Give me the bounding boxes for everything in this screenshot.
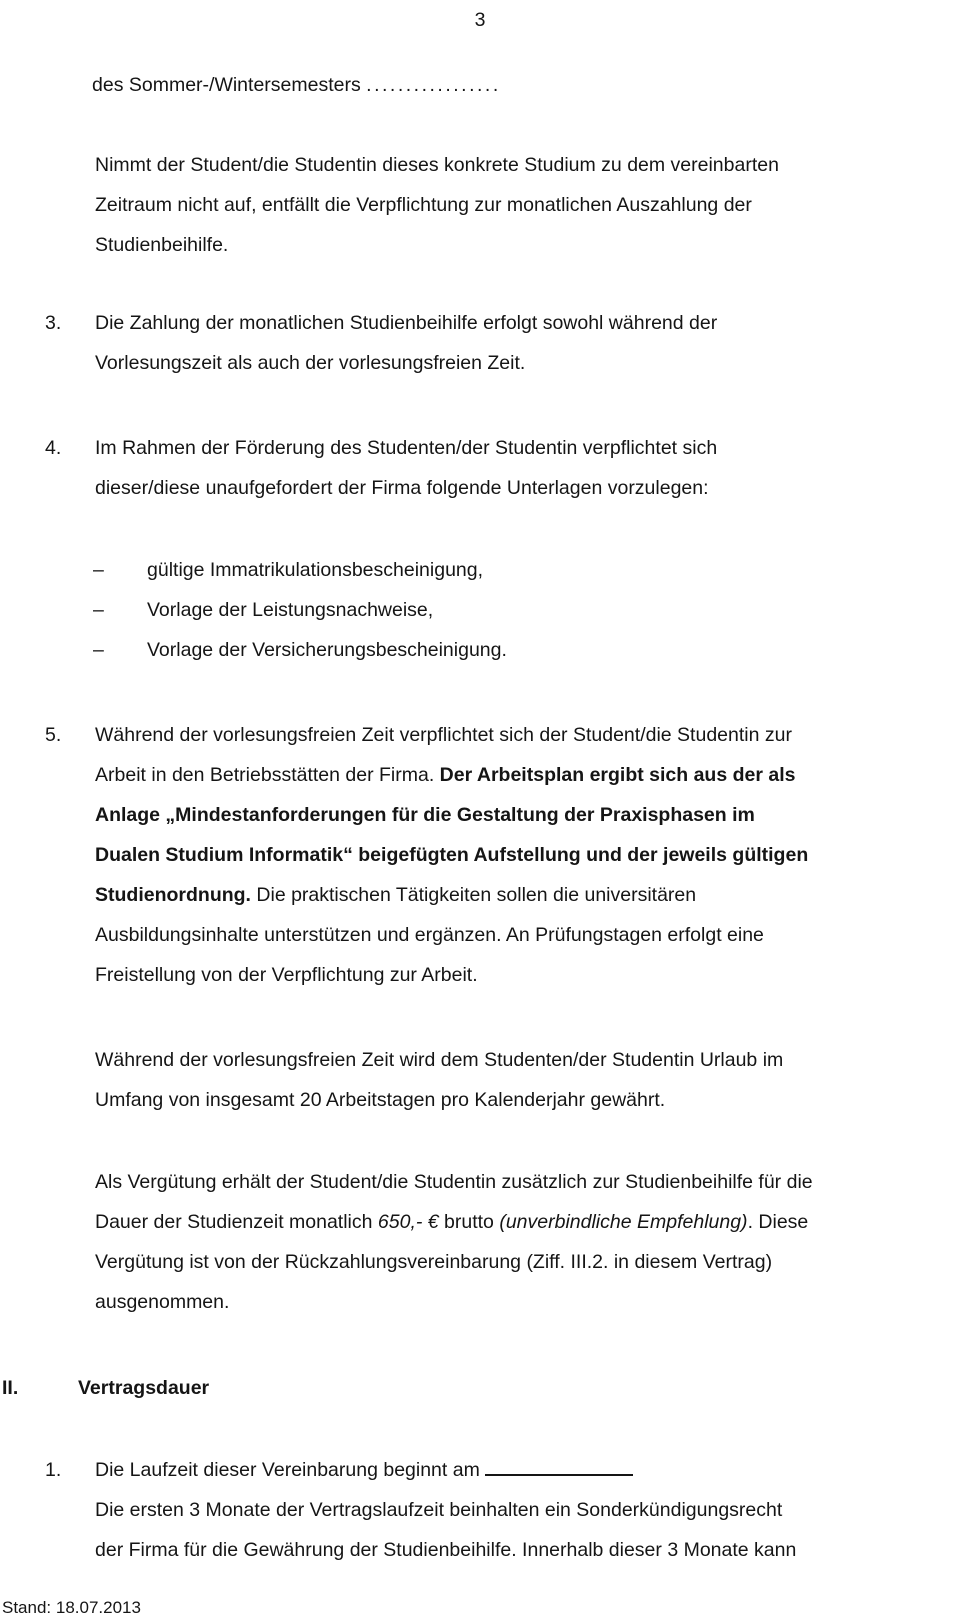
text-segment: Als Vergütung erhält der Student/die Studentin zusätzlich zur Studienbeihilfe für die — [95, 1171, 813, 1193]
text-segment: (unverbindliche Empfehlung) — [499, 1211, 748, 1233]
text-segment: Vorlage der Versicherungsbescheinigung. — [147, 639, 507, 661]
text-line — [147, 550, 483, 590]
text-line — [95, 225, 779, 265]
text-line — [95, 303, 717, 343]
item-5 — [0, 715, 960, 995]
page-number: 3 — [474, 9, 486, 31]
document-blocks — [0, 65, 960, 1570]
fill-in-blank-line — [485, 1450, 633, 1476]
item-3 — [0, 303, 960, 383]
bullet-immatrikulationsbescheinigung — [0, 550, 960, 590]
text-line — [95, 835, 808, 875]
text-segment: dieser/diese unaufgefordert der Firma folgende Unterlagen vorzulegen: — [95, 477, 709, 499]
block-lines — [95, 1040, 783, 1120]
text-line — [147, 590, 433, 630]
text-segment: gültige Immatrikulationsbescheinigung, — [147, 559, 484, 581]
text-segment: Während der vorlesungsfreien Zeit wird dem Studenten/der Studentin Urlaub im — [95, 1049, 784, 1071]
text-line — [95, 1242, 813, 1282]
text-segment: Nimmt der Student/die Studentin dieses konkrete Studium zu dem vereinbarten — [95, 154, 779, 176]
text-segment: . Diese — [747, 1211, 809, 1233]
list-marker: 1. — [45, 1459, 62, 1481]
text-segment: Vorlesungszeit als auch der vorlesungsfreien Zeit. — [95, 352, 526, 374]
text-line — [95, 185, 779, 225]
text-segment: Vergütung ist von der Rückzahlungsvereinbarung (Ziff. III.2. in diesem Vertrag) — [95, 1251, 773, 1273]
text-segment: Die praktischen Tätigkeiten sollen die universitären — [250, 884, 697, 906]
bullet-leistungsnachweise — [0, 590, 960, 630]
text-segment: brutto — [438, 1211, 500, 1233]
text-segment: Die Zahlung der monatlichen Studienbeihilfe erfolgt sowohl während der — [95, 312, 718, 334]
text-segment: Anlage „Mindestanforderungen für die Gestaltung der Praxisphasen im — [95, 804, 755, 826]
block-lines — [95, 303, 717, 383]
block-lines — [95, 428, 717, 508]
text-segment: 650,- € — [377, 1211, 439, 1233]
text-line — [95, 1282, 813, 1322]
block-lines — [95, 715, 808, 995]
text-segment: Umfang von insgesamt 20 Arbeitstagen pro Kalenderjahr gewährt. — [95, 1089, 666, 1111]
text-line — [95, 1162, 813, 1202]
text-segment: Der Arbeitsplan ergibt sich aus der als — [439, 764, 796, 786]
bullet-versicherungsbescheinigung — [0, 630, 960, 670]
text-segment: Die ersten 3 Monate der Vertragslaufzeit beinhalten ein Sonderkündigungsrecht — [95, 1499, 783, 1521]
text-line — [95, 755, 808, 795]
text-segment: Studienordnung. — [95, 884, 251, 906]
block-lines — [147, 550, 483, 590]
text-segment: des Sommer-/Wintersemesters — [92, 74, 367, 96]
verguetung-paragraph — [0, 1162, 960, 1322]
text-line — [95, 1080, 783, 1120]
text-line — [92, 65, 501, 105]
block-lines — [78, 1368, 209, 1408]
text-line — [95, 1530, 796, 1570]
text-line — [95, 1450, 796, 1490]
block-lines — [95, 1162, 813, 1322]
block-lines — [147, 590, 433, 630]
list-marker: 4. — [45, 437, 62, 459]
text-line — [95, 875, 808, 915]
text-segment: Im Rahmen der Förderung des Studenten/der Studentin verpflichtet sich — [95, 437, 718, 459]
text-line — [95, 343, 717, 383]
text-line — [95, 428, 717, 468]
text-segment: Die Laufzeit dieser Vereinbarung beginnt am — [95, 1459, 486, 1481]
list-marker: – — [93, 599, 104, 621]
text-line — [95, 715, 808, 755]
text-segment: Freistellung von der Verpflichtung zur Arbeit. — [95, 964, 478, 986]
list-marker: II. — [2, 1377, 19, 1399]
text-line — [95, 145, 779, 185]
text-segment: ................. — [366, 74, 501, 96]
list-marker: 3. — [45, 312, 62, 334]
text-segment: Arbeit in den Betriebsstätten der Firma. — [95, 764, 440, 786]
item-4 — [0, 428, 960, 508]
text-segment: Ausbildungsinhalte unterstützen und ergänzen. An Prüfungstagen erfolgt eine — [95, 924, 764, 946]
text-line — [95, 1040, 783, 1080]
text-segment: Vertragsdauer — [78, 1377, 210, 1399]
semester-line — [0, 65, 960, 105]
block-lines — [147, 630, 507, 670]
item-1 — [0, 1450, 960, 1570]
text-segment: Während der vorlesungsfreien Zeit verpflichtet sich der Student/die Studentin zur — [95, 724, 792, 746]
text-line — [147, 630, 507, 670]
text-line — [95, 1202, 813, 1242]
block-lines — [92, 65, 501, 105]
text-line — [78, 1368, 209, 1408]
text-line — [95, 915, 808, 955]
list-marker: – — [93, 559, 104, 581]
text-segment: ausgenommen. — [95, 1291, 230, 1313]
footer-version-date: Stand: 18.07.2013 — [2, 1598, 141, 1617]
list-marker: – — [93, 639, 104, 661]
text-segment: Dauer der Studienzeit monatlich — [95, 1211, 378, 1233]
text-segment: Zeitraum nicht auf, entfällt die Verpflichtung zur monatlichen Auszahlung der — [95, 194, 752, 216]
text-segment: Vorlage der Leistungsnachweise, — [147, 599, 434, 621]
block-lines — [95, 1450, 796, 1570]
urlaub-paragraph — [0, 1040, 960, 1120]
text-segment: Studienbeihilfe. — [95, 234, 229, 256]
block-lines — [95, 145, 779, 265]
text-segment: Dualen Studium Informatik“ beigefügten Aufstellung und der jeweils gültigen — [95, 844, 809, 866]
intro-paragraph — [0, 145, 960, 265]
text-segment: der Firma für die Gewährung der Studienbeihilfe. Innerhalb dieser 3 Monate kann — [95, 1539, 797, 1561]
section-heading-vertragsdauer — [0, 1368, 960, 1408]
text-line — [95, 468, 717, 508]
list-marker: 5. — [45, 724, 62, 746]
text-line — [95, 1490, 796, 1530]
text-line — [95, 795, 808, 835]
text-line — [95, 955, 808, 995]
